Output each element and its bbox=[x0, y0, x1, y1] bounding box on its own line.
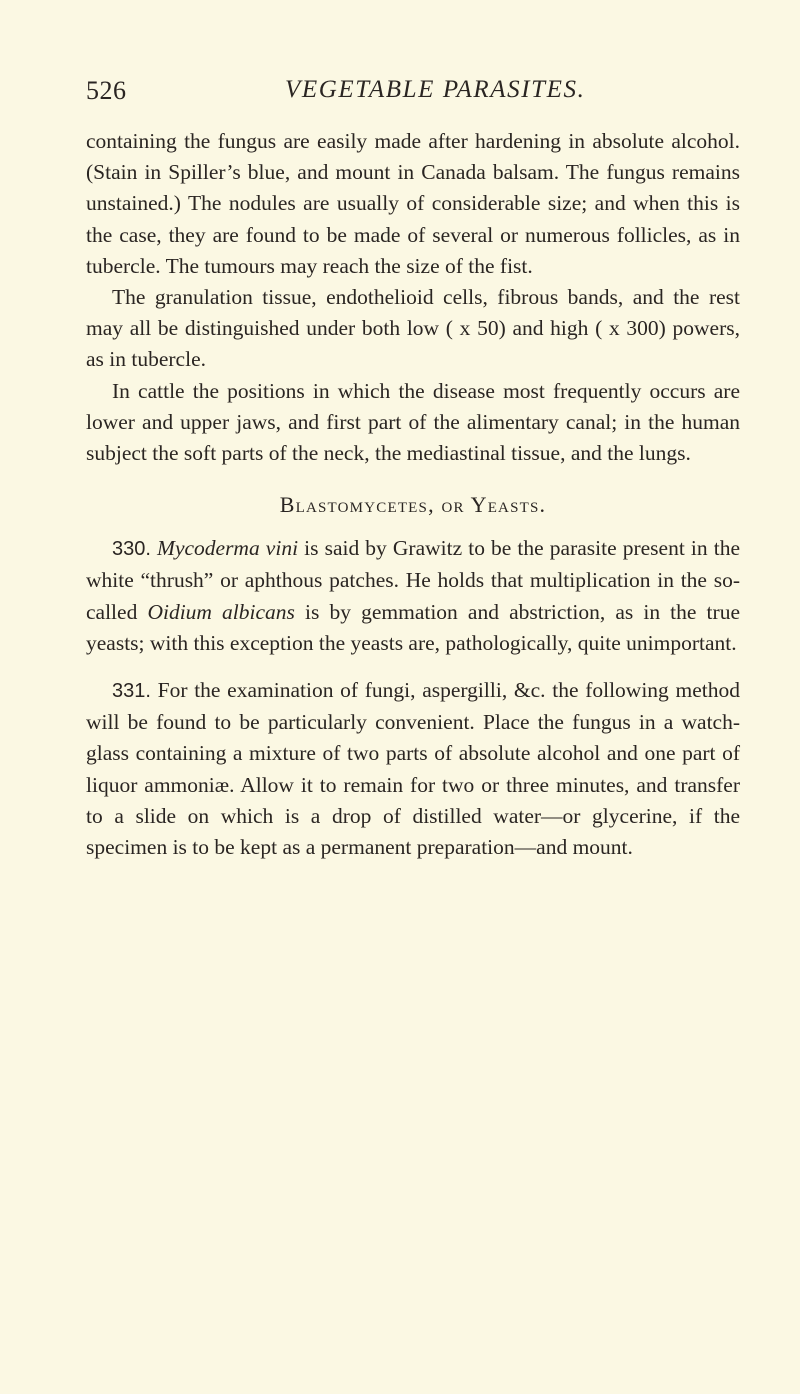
paragraph-continuation: containing the fungus are easily made after hardening in absolute alcohol. (Stain in Spiller’s blue, and mount in Canada balsam. The fungus remains unstained.) The nodules are usually of considerable size; and when this is the case, they are found to be made of several or numerous follicles, as in tubercle. The tumours may reach the size of the fist. bbox=[86, 129, 740, 278]
page-number: 526 bbox=[86, 76, 127, 105]
paragraph-number-330: 330. bbox=[112, 538, 151, 561]
paragraph-331 bbox=[86, 675, 740, 863]
section-heading: Blastomycetes, or Yeasts. bbox=[279, 492, 547, 518]
body-text bbox=[86, 126, 740, 863]
paragraph-number-331: 331. bbox=[112, 680, 151, 703]
paragraph-330-text-a: is said by Grawitz to be the parasite present in the white “thrush” or aphthous patches. He holds that multiplication in the so-called bbox=[86, 536, 740, 624]
paragraph-granulation: The granulation tissue, endothelioid cells, fibrous bands, and the rest may all be distinguished under both low ( x 50) and high ( x 300) powers, as in tubercle. bbox=[86, 285, 740, 372]
running-head bbox=[86, 72, 746, 112]
paragraph-cattle: In cattle the positions in which the disease most frequently occurs are lower and upper jaws, and first part of the alimentary canal; in the human subject the soft parts of the neck, the mediastinal tissue, and the lungs. bbox=[86, 378, 740, 466]
paragraph-330-text-b: is by gemmation and abstriction, as in the true yeasts; with this exception the yeasts are, pathologically, quite unimportant. bbox=[86, 599, 740, 655]
running-title: VEGETABLE PARASITES. bbox=[285, 76, 586, 103]
term-mycoderma-vini: Mycoderma vini bbox=[157, 536, 299, 561]
paragraph-330 bbox=[86, 533, 740, 659]
paragraph-331-text: For the examination of fungi, aspergilli, &c. the following method will be found to be particularly convenient. Place the fungus in a watch-glass containing a mixture of two parts of absolute alcohol and one part of liquor ammoniæ. Allow it to remain for two or three minutes, and transfer to a slide on which is a drop of distilled water—or glycerine, if the specimen is to be kept as a permanent preparation—and mount. bbox=[86, 678, 740, 860]
term-oidium-albicans: Oidium albicans bbox=[147, 599, 295, 624]
